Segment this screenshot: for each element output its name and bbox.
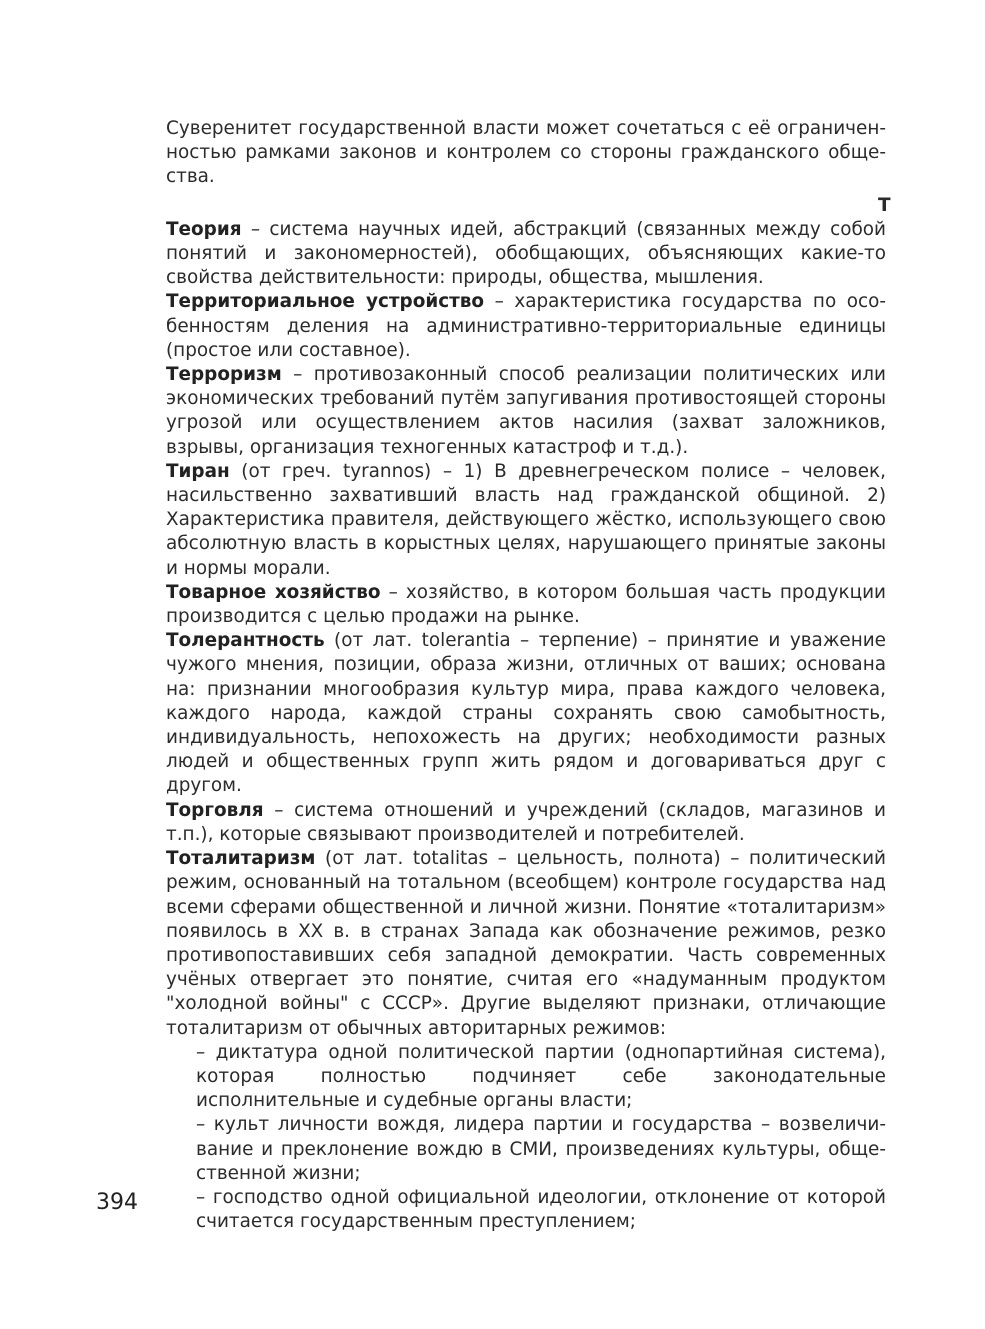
definition: – противозаконный способ реализации политических или экономических требований путём запугивания противостоящей стороны угрозой или осуществлением актов насилия (захват заложников, взрывы, организация техногенных катастроф и т.д.). bbox=[166, 364, 886, 458]
entry-terrorizm bbox=[166, 363, 886, 460]
definition: – характеристика государства по особенностям деления на административно-территориальные единицы (простое или составное). bbox=[166, 291, 886, 361]
entry-tolerantnost bbox=[166, 629, 886, 798]
entry-tovarnoe-khozyaystvo bbox=[166, 581, 886, 629]
term: Тиран bbox=[166, 460, 230, 482]
entry-teoriya bbox=[166, 218, 886, 291]
definition: (от лат. tolerantia – терпение) – принятие и уважение чужого мнения, позиции, образа жизни, отличных от ваших; основана на: признании многообразия культур мира, права каждого человека, каждого народа, каждой страны сохранять свою самобытность, индивидуальность, непохожесть на других; необходимости разных людей и общественных групп жить рядом и договариваться друг с другом. bbox=[166, 630, 886, 797]
term: Товарное хозяйство bbox=[166, 581, 381, 603]
definition: (от греч. tyrannos) – 1) В древнегреческом полисе – человек, насильственно захвативший власть над гражданской общиной. 2) Характеристика правителя, действующего жёстко, использующего свою абсолютную власть в корыстных целях, нарушающего принятые законы и нормы морали. bbox=[166, 460, 886, 579]
section-letter-heading: Т bbox=[878, 194, 891, 216]
list-item: – господство одной официальной идеологии, отклонение от которой считается государственным преступлением; bbox=[196, 1186, 886, 1233]
term: Теория bbox=[166, 218, 242, 240]
term: Толерантность bbox=[166, 630, 325, 652]
entry-territorialnoe-ustroystvo bbox=[166, 290, 886, 363]
totalitarianism-features-list bbox=[166, 1041, 886, 1235]
term: Тоталитаризм bbox=[166, 848, 316, 870]
intro-paragraph: Суверенитет государственной власти может сочетаться с её ограниченностью рамками законов и контролем со стороны гражданского общества. bbox=[166, 118, 886, 188]
definition: – система отношений и учреждений (складов, магазинов и т.п.), которые связывают производителей и потребителей. bbox=[166, 799, 886, 845]
entry-tiran bbox=[166, 460, 886, 581]
term: Территориальное устройство bbox=[166, 291, 485, 313]
term: Торговля bbox=[166, 799, 264, 821]
term: Терроризм bbox=[166, 364, 282, 386]
definition: – хозяйство, в котором большая часть продукции производится с целью продажи на рынке. bbox=[166, 581, 886, 628]
definition: – система научных идей, абстракций (связанных между собой понятий и закономерностей), обобщающих, объясняющих какие-то свойства действительности: природы, общества, мышления. bbox=[166, 218, 886, 289]
page-number: 394 bbox=[96, 1190, 138, 1215]
list-item: – культ личности вождя, лидера партии и государства – возвеличивание и преклонение вождю в СМИ, произведениях культуры, общественной жизни; bbox=[196, 1114, 886, 1184]
definition: (от лат. totalitas – цельность, полнота) – политический режим, основанный на тотальном (всеобщем) контроле государства над всеми сферами общественной и личной жизни. Понятие «тоталитаризм» появилось в XX в. в странах Запада как обозначение режимов, резко противопоставивших себя западной демократии. Часть современных учёных отвергает это понятие, считая его «надуманным продуктом "холодной войны" с СССР». Другие выделяют признаки, отличающие тоталитаризм от обычных авторитарных режимов: bbox=[166, 848, 886, 1039]
entry-torgovlya bbox=[166, 799, 886, 847]
entry-totalitarizm bbox=[166, 847, 886, 1041]
page-text bbox=[166, 117, 891, 1234]
list-item: – диктатура одной политической партии (однопартийная система), которая полностью подчиняет себе законодательные исполнительные и судебные органы власти; bbox=[196, 1041, 886, 1112]
